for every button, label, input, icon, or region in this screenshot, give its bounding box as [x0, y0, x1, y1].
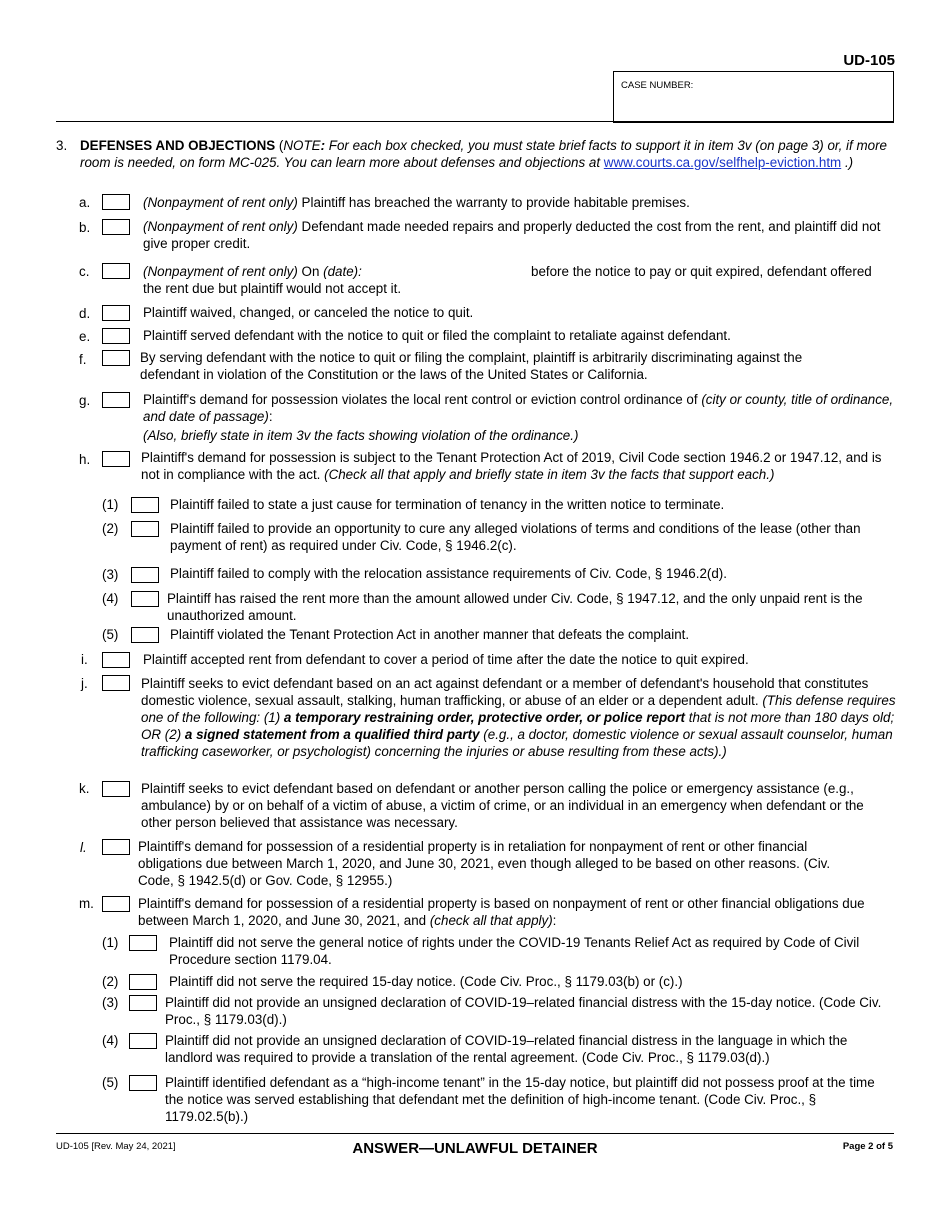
item-c-lead: (Nonpayment of rent only) On (date):	[143, 264, 362, 279]
h-sub-4-label: (4)	[102, 591, 119, 606]
checkbox-m-4[interactable]	[129, 1033, 157, 1049]
header-divider	[56, 121, 894, 122]
checkbox-a[interactable]	[102, 194, 130, 210]
item-k-text: Plaintiff seeks to evict defendant based on defendant or another person calling the police or emergency assistance (e.g., ambulance) by or on behalf of a victim of abuse, a victim of crime, or an individual in an emergency when defendant or the other person believed that assistance was necessary.	[141, 781, 864, 830]
checkbox-f[interactable]	[102, 350, 130, 366]
h-sub-5-label: (5)	[102, 627, 119, 642]
item-f-text: By serving defendant with the notice to quit or filing the complaint, plaintiff is arbitrarily discriminating against the defendant in violation of the Constitution or the laws of the United States or California.	[140, 350, 803, 382]
checkbox-m-1[interactable]	[129, 935, 157, 951]
case-number-box[interactable]	[613, 71, 894, 123]
item-j-label: j.	[81, 676, 88, 691]
h-sub-1-text: Plaintiff failed to state a just cause for termination of tenancy in the written notice to terminate.	[170, 497, 725, 512]
checkbox-h-1[interactable]	[131, 497, 159, 513]
checkbox-e[interactable]	[102, 328, 130, 344]
item-e-text: Plaintiff served defendant with the notice to quit or filed the complaint to retaliate against defendant.	[143, 328, 731, 343]
footer-title: ANSWER—UNLAWFUL DETAINER	[352, 1140, 598, 1157]
item-b-label: b.	[79, 220, 91, 235]
item-l-label: l.	[80, 840, 87, 855]
footer-divider	[56, 1133, 894, 1134]
footer-form-rev: UD-105 [Rev. May 24, 2021]	[56, 1141, 176, 1152]
item-l-text: Plaintiff's demand for possession of a residential property is in retaliation for nonpayment of rent or other financial obligations due between March 1, 2020, and June 30, 2021, even though alleged to be based on other reasons. (Civ. Code, § 1942.5(d) or Gov. Code, § 12955.)	[138, 839, 831, 888]
item-m-label: m.	[79, 896, 94, 911]
item-h-text: Plaintiff's demand for possession is subject to the Tenant Protection Act of 2019, Civil Code section 1946.2 or 1947.12, and is not in compliance with the act. (Check all that apply and briefly state in item 3v the facts that support each.)	[141, 450, 882, 482]
item-g-text: Plaintiff's demand for possession violates the local rent control or eviction control ordinance of (city or county, title of ordinance, and date of passage):	[143, 392, 894, 424]
m-sub-5-text: Plaintiff identified defendant as a “high-income tenant” in the 15-day notice, but plaintiff did not possess proof at the time the notice was served establishing that defendant met the definition of high-income tenant. (Code Civ. Proc., § 1179.02.5(b).)	[165, 1075, 875, 1124]
h-sub-4-text: Plaintiff has raised the rent more than the amount allowed under Civ. Code, § 1947.12, and the only unpaid rent is the unauthorized amount.	[167, 591, 863, 623]
item-g-label: g.	[79, 393, 91, 408]
checkbox-h-5[interactable]	[131, 627, 159, 643]
h-sub-3-text: Plaintiff failed to comply with the relocation assistance requirements of Civ. Code, § 1946.2(d).	[170, 566, 727, 581]
m-sub-2-label: (2)	[102, 974, 119, 989]
item-c-after: before the notice to pay or quit expired, defendant offered	[531, 264, 872, 279]
checkbox-h-4[interactable]	[131, 591, 159, 607]
item-e-label: e.	[79, 329, 91, 344]
h-sub-5-text: Plaintiff violated the Tenant Protection Act in another manner that defeats the complaint.	[170, 627, 690, 642]
m-sub-5-label: (5)	[102, 1075, 119, 1090]
section-heading: DEFENSES AND OBJECTIONS (NOTE: For each box checked, you must state brief facts to support it in item 3v (on page 3) or, if more room is needed, on form MC-025. You can learn more about defenses and objections at www.courts.ca.gov/selfhelp-eviction.htm .)	[80, 138, 887, 170]
item-d-text: Plaintiff waived, changed, or canceled the notice to quit.	[143, 305, 474, 320]
checkbox-h[interactable]	[102, 451, 130, 467]
h-sub-2-label: (2)	[102, 521, 119, 536]
case-number-label: CASE NUMBER:	[621, 80, 694, 91]
m-sub-3-label: (3)	[102, 995, 119, 1010]
checkbox-m[interactable]	[102, 896, 130, 912]
item-m-text: Plaintiff's demand for possession of a residential property is based on nonpayment of rent or other financial obligations due between March 1, 2020, and June 30, 2021, and (check all that apply):	[138, 896, 865, 928]
h-sub-2-text: Plaintiff failed to provide an opportunity to cure any alleged violations of terms and conditions of the lease (other than payment of rent) as required under Civ. Code, § 1946.2(c).	[170, 521, 861, 553]
checkbox-k[interactable]	[102, 781, 130, 797]
item-a-label: a.	[79, 195, 91, 210]
m-sub-1-text: Plaintiff did not serve the general notice of rights under the COVID-19 Tenants Relief Act as required by Code of Civil Procedure section 1179.04.	[169, 935, 860, 967]
h-sub-3-label: (3)	[102, 567, 119, 582]
item-i-text: Plaintiff accepted rent from defendant to cover a period of time after the date the notice to quit expired.	[143, 652, 749, 667]
m-sub-4-label: (4)	[102, 1033, 119, 1048]
checkbox-c[interactable]	[102, 263, 130, 279]
m-sub-4-text: Plaintiff did not provide an unsigned declaration of COVID-19–related financial distress in the language in which the landlord was required to provide a translation of the rental agreement. (Code Civ. Proc., § 1179.03(d).)	[165, 1033, 848, 1065]
m-sub-1-label: (1)	[102, 935, 119, 950]
footer-page-number: Page 2 of 5	[842, 1141, 893, 1152]
checkbox-b[interactable]	[102, 219, 130, 235]
item-j-text: Plaintiff seeks to evict defendant based on an act against defendant or a member of defendant's household that constitutes domestic violence, sexual assault, stalking, human trafficking, or abuse of an elder or a dependent adult. (This defense requires one of the following: (1) a temporary restraining order, protective order, or police report that is not more than 180 days old; OR (2) a signed statement from a qualified third party (e.g., a doctor, domestic violence or sexual assault counselor, human trafficking caseworker, or psychologist) concerning the injuries or abuse resulting from these acts).)	[141, 676, 896, 759]
checkbox-h-3[interactable]	[131, 567, 159, 583]
h-sub-1-label: (1)	[102, 497, 119, 512]
item-d-label: d.	[79, 306, 91, 321]
item-i-label: i.	[81, 652, 88, 667]
item-c-label: c.	[79, 264, 90, 279]
item-a-text: (Nonpayment of rent only) Plaintiff has breached the warranty to provide habitable premises.	[143, 195, 690, 210]
m-sub-3-text: Plaintiff did not provide an unsigned declaration of COVID-19–related financial distress with the 15-day notice. (Code Civ. Proc., § 1179.03(d).)	[165, 995, 882, 1027]
checkbox-j[interactable]	[102, 675, 130, 691]
checkbox-m-2[interactable]	[129, 974, 157, 990]
checkbox-d[interactable]	[102, 305, 130, 321]
item-f-label: f.	[79, 352, 87, 367]
checkbox-i[interactable]	[102, 652, 130, 668]
checkbox-m-5[interactable]	[129, 1075, 157, 1091]
checkbox-g[interactable]	[102, 392, 130, 408]
checkbox-l[interactable]	[102, 839, 130, 855]
checkbox-h-2[interactable]	[131, 521, 159, 537]
form-id: UD-105	[843, 52, 895, 69]
section-number: 3.	[56, 138, 68, 153]
selfhelp-link[interactable]: www.courts.ca.gov/selfhelp-eviction.htm	[603, 155, 842, 170]
item-k-label: k.	[79, 781, 90, 796]
item-c-line2: the rent due but plaintiff would not accept it.	[143, 281, 402, 296]
item-b-text: (Nonpayment of rent only) Defendant made needed repairs and properly deducted the cost from the rent, and plaintiff did not give proper credit.	[143, 219, 881, 251]
m-sub-2-text: Plaintiff did not serve the required 15-day notice. (Code Civ. Proc., § 1179.03(b) or (c).)	[169, 974, 683, 989]
item-h-label: h.	[79, 452, 91, 467]
item-g-note: (Also, briefly state in item 3v the facts showing violation of the ordinance.)	[143, 428, 579, 443]
section-title: DEFENSES AND OBJECTIONS	[80, 138, 276, 153]
checkbox-m-3[interactable]	[129, 995, 157, 1011]
